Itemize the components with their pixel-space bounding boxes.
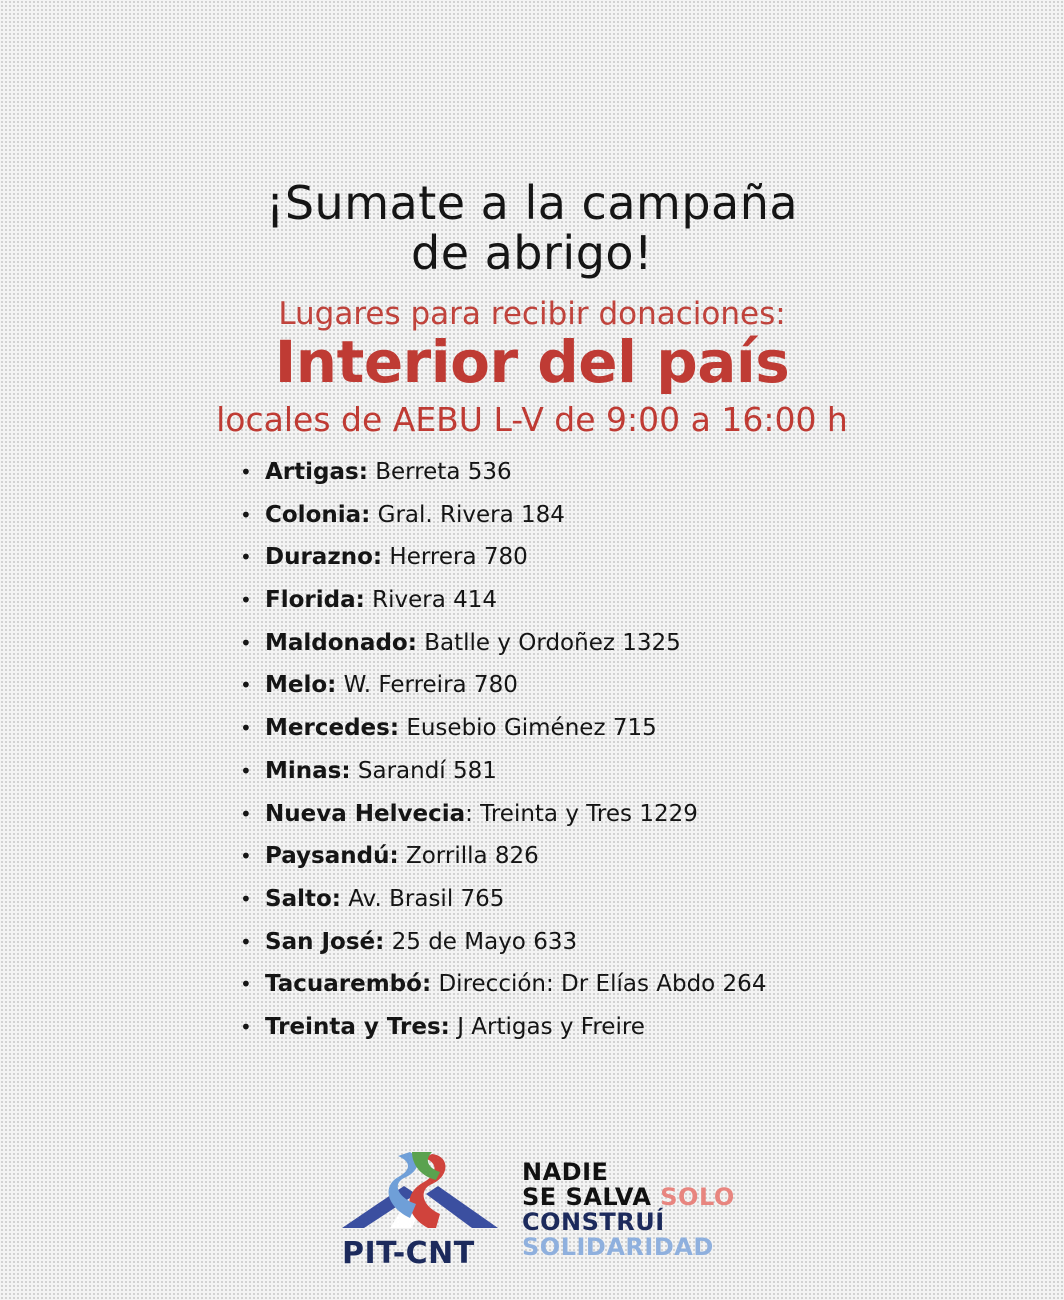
city-name: Treinta y Tres: xyxy=(265,1013,450,1040)
address: Berreta 536 xyxy=(367,459,512,485)
address: : Treinta y Tres 1229 xyxy=(465,800,698,827)
address: Batlle y Ordoñez 1325 xyxy=(416,629,681,656)
opening-hours: locales de AEBU L-V de 9:00 a 16:00 h xyxy=(216,400,848,439)
address: W. Ferreira 780 xyxy=(336,672,518,699)
slogan-line-3: CONSTRUÍ xyxy=(522,1208,665,1236)
footer xyxy=(338,1148,778,1278)
city-name: Maldonado: xyxy=(265,629,417,656)
list-item xyxy=(240,455,766,498)
address: Herrera 780 xyxy=(382,544,528,571)
list-item xyxy=(240,882,766,925)
list-item xyxy=(240,583,766,626)
list-item xyxy=(240,498,766,541)
bullet-icon: • xyxy=(240,844,252,869)
slogan-line-2-start: SE SALVA xyxy=(522,1183,661,1211)
address: J Artigas y Freire xyxy=(449,1013,645,1040)
address: Av. Brasil 765 xyxy=(340,885,505,912)
list-item xyxy=(240,540,766,583)
bullet-icon: • xyxy=(240,1014,252,1039)
city-name: Durazno: xyxy=(265,544,383,571)
address: Gral. Rivera 184 xyxy=(370,501,565,528)
headline-line-1: ¡Sumate a la campaña xyxy=(265,176,799,230)
bullet-icon: • xyxy=(240,801,252,826)
address: Rivera 414 xyxy=(364,587,498,614)
pit-cnt-logo-icon xyxy=(340,1150,500,1230)
bullet-icon: • xyxy=(240,545,252,570)
bullet-icon: • xyxy=(240,630,252,655)
city-name: Florida: xyxy=(265,587,365,614)
list-item xyxy=(240,967,766,1010)
address: Zorrilla 826 xyxy=(398,843,539,870)
city-name: Tacuarembó: xyxy=(265,971,432,998)
bullet-icon: • xyxy=(240,673,252,698)
list-item xyxy=(240,1010,766,1053)
slogan-line-2 xyxy=(522,1185,735,1210)
bullet-icon: • xyxy=(240,929,252,954)
address: Eusebio Giménez 715 xyxy=(399,715,657,742)
city-name: Mercedes: xyxy=(265,715,400,742)
city-name: Minas: xyxy=(265,757,351,784)
list-item xyxy=(240,668,766,711)
list-item xyxy=(240,754,766,797)
city-name: Salto: xyxy=(265,885,341,912)
list-item xyxy=(240,839,766,882)
bullet-icon: • xyxy=(240,972,252,997)
region-title: Interior del país xyxy=(274,328,790,396)
slogan-line-4: SOLIDARIDAD xyxy=(522,1233,714,1261)
list-item xyxy=(240,711,766,754)
address: Sarandí 581 xyxy=(350,757,497,784)
city-name: Melo: xyxy=(265,672,337,699)
locations-list xyxy=(240,455,766,1053)
slogan-line-1: NADIE xyxy=(522,1158,609,1186)
bullet-icon: • xyxy=(240,716,252,741)
city-name: Colonia: xyxy=(265,501,371,528)
city-name: Paysandú: xyxy=(265,843,399,870)
slogan-line-2-accent: SOLO xyxy=(660,1183,735,1211)
address: 25 de Mayo 633 xyxy=(384,928,578,955)
bullet-icon: • xyxy=(240,588,252,613)
headline xyxy=(0,178,1064,278)
bullet-icon: • xyxy=(240,886,252,911)
list-item xyxy=(240,925,766,968)
list-item xyxy=(240,797,766,840)
bullet-icon: • xyxy=(240,758,252,783)
city-name: Artigas: xyxy=(265,459,368,485)
bullet-icon: • xyxy=(240,502,252,527)
city-name: Nueva Helvecia xyxy=(265,800,466,827)
bullet-icon: • xyxy=(240,460,252,484)
list-item xyxy=(240,626,766,669)
subtitle: Lugares para recibir donaciones: xyxy=(278,296,786,332)
slogan xyxy=(522,1160,735,1260)
logo-wordmark: PIT-CNT xyxy=(342,1236,475,1271)
address: Dirección: Dr Elías Abdo 264 xyxy=(431,971,767,998)
headline-line-2: de abrigo! xyxy=(411,226,653,280)
city-name: San José: xyxy=(265,928,385,955)
